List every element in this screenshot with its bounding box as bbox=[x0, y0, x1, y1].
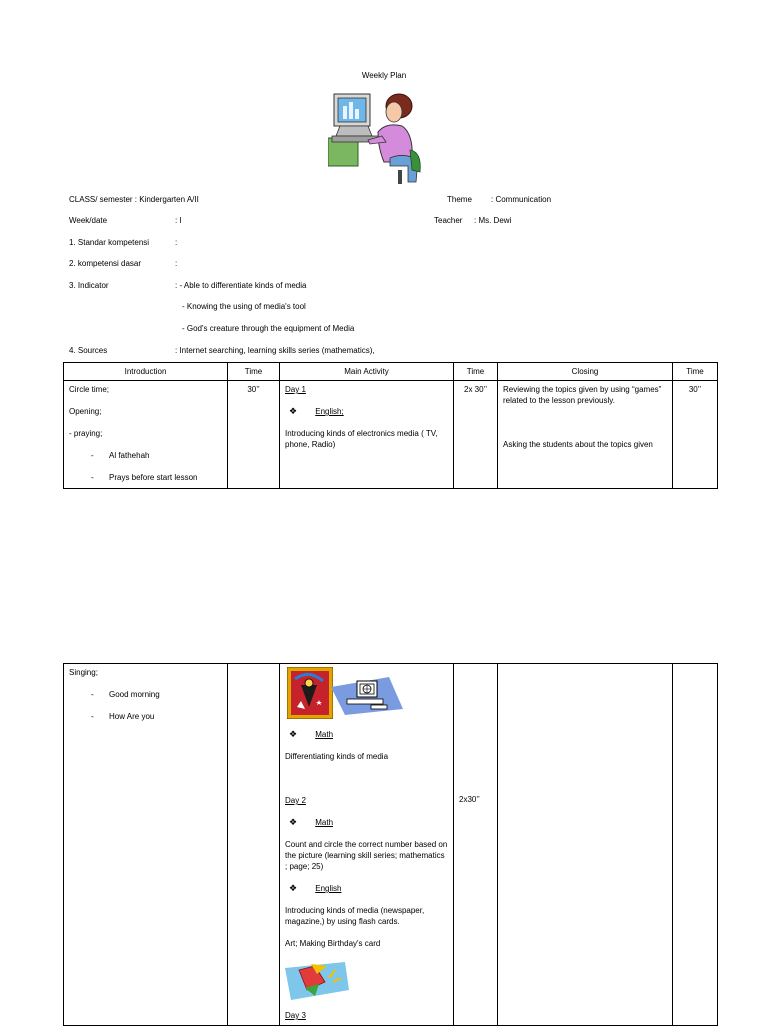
activity-text: Count and circle the correct number based on the picture (learning skill series; mathematics ; page; 25) bbox=[285, 840, 448, 871]
woman-at-computer-illustration bbox=[328, 90, 424, 186]
time-cell bbox=[454, 664, 498, 1026]
day-heading: Day 2 bbox=[285, 796, 306, 805]
time-value: 2x30’’ bbox=[459, 795, 480, 804]
subject-label: English; bbox=[315, 407, 344, 416]
time-cell bbox=[673, 664, 718, 1026]
main-activity-cell bbox=[280, 664, 454, 1026]
table-row bbox=[64, 664, 718, 1026]
table-row bbox=[64, 381, 718, 489]
standar-kompetensi-label: 1. Standar kompetensi bbox=[69, 238, 150, 247]
diamond-bullet-icon: ❖ bbox=[289, 406, 298, 416]
column-header: Closing bbox=[498, 363, 673, 381]
dash-bullet: - bbox=[91, 712, 94, 721]
sources-label: 4. Sources bbox=[69, 346, 108, 355]
main-activity-cell bbox=[280, 381, 454, 489]
kompetensi-dasar-value: : bbox=[175, 259, 178, 268]
column-header: Time bbox=[454, 363, 498, 381]
teacher-label: Teacher bbox=[434, 216, 463, 225]
time-cell: 30’’ bbox=[673, 381, 718, 489]
intro-line: Singing; bbox=[69, 668, 98, 677]
intro-bullet bbox=[69, 711, 222, 722]
intro-line: Prays before start lesson bbox=[109, 473, 198, 482]
subject-line bbox=[285, 406, 448, 417]
closing-text: Asking the students about the topics given bbox=[503, 440, 653, 449]
indicator-item: : - Able to differentiate kinds of media bbox=[175, 281, 307, 290]
birthday-card-clipart-icon bbox=[285, 960, 349, 1002]
subject-label: Math bbox=[315, 730, 334, 739]
activity-text: Introducing kinds of electronics media ( TV, phone, Radio) bbox=[285, 429, 438, 449]
class-semester-label: CLASS/ semester : Kindergarten A/II bbox=[69, 195, 199, 204]
week-date-value: : I bbox=[175, 216, 182, 225]
weekly-plan-table bbox=[63, 362, 718, 489]
document-title: Weekly Plan bbox=[361, 71, 407, 80]
closing-cell bbox=[498, 664, 673, 1026]
week-date-label: Week/date bbox=[69, 216, 108, 225]
indicator-item: - Knowing the using of media's tool bbox=[182, 302, 306, 311]
day-heading: Day 3 bbox=[285, 1011, 306, 1020]
intro-line: Al fathehah bbox=[109, 451, 150, 460]
subject-label: Math bbox=[315, 818, 334, 827]
intro-line: - praying; bbox=[69, 429, 103, 438]
activity-text: Introducing kinds of media (newspaper, magazine,) by using flash cards. bbox=[285, 906, 425, 926]
day-heading: Day 1 bbox=[285, 385, 306, 394]
introduction-cell bbox=[64, 664, 228, 1026]
column-header: Time bbox=[673, 363, 718, 381]
kompetensi-dasar-label: 2. kompetensi dasar bbox=[69, 259, 142, 268]
indicator-item: - God's creature through the equipment of Media bbox=[182, 324, 355, 333]
weekly-plan-table-continued bbox=[63, 663, 718, 1026]
intro-bullet bbox=[69, 472, 222, 483]
theme-value: : Communication bbox=[491, 195, 552, 204]
subject-line bbox=[285, 817, 448, 828]
subject-line bbox=[285, 883, 448, 894]
diamond-bullet-icon: ❖ bbox=[289, 729, 298, 739]
column-header: Introduction bbox=[64, 363, 228, 381]
activity-text: Differentiating kinds of media bbox=[285, 752, 389, 761]
column-header: Main Activity bbox=[280, 363, 454, 381]
dash-bullet: - bbox=[91, 690, 94, 699]
time-cell bbox=[228, 664, 280, 1026]
theme-label: Theme bbox=[447, 195, 472, 204]
dash-bullet: - bbox=[91, 473, 94, 482]
closing-text: Reviewing the topics given by using “games” related to the lesson previously. bbox=[503, 385, 662, 405]
intro-line: Circle time; bbox=[69, 385, 110, 394]
table-header-row bbox=[64, 363, 718, 381]
subject-line bbox=[285, 729, 448, 740]
activity-text: Art; Making Birthday's card bbox=[285, 939, 381, 948]
intro-bullet bbox=[69, 689, 222, 700]
intro-line: How Are you bbox=[109, 712, 155, 721]
teacher-value: : Ms. Dewi bbox=[474, 216, 512, 225]
closing-cell bbox=[498, 381, 673, 489]
subject-label: English bbox=[315, 884, 342, 893]
standar-kompetensi-value: : bbox=[175, 238, 178, 247]
diamond-bullet-icon: ❖ bbox=[289, 817, 298, 827]
dash-bullet: - bbox=[91, 451, 94, 460]
intro-bullet bbox=[69, 450, 222, 461]
time-cell: 2x 30’’ bbox=[454, 381, 498, 489]
intro-line: Opening; bbox=[69, 407, 102, 416]
radio-tower-clipart-icon bbox=[287, 667, 333, 719]
sources-value: : Internet searching, learning skills series (mathematics), bbox=[175, 346, 375, 355]
computer-clipart-icon bbox=[331, 673, 403, 715]
introduction-cell bbox=[64, 381, 228, 489]
diamond-bullet-icon: ❖ bbox=[289, 883, 298, 893]
clipart-row bbox=[285, 667, 448, 721]
intro-line: Good morning bbox=[109, 690, 160, 699]
time-cell: 30’’ bbox=[228, 381, 280, 489]
indicator-label: 3. Indicator bbox=[69, 281, 109, 290]
column-header: Time bbox=[228, 363, 280, 381]
